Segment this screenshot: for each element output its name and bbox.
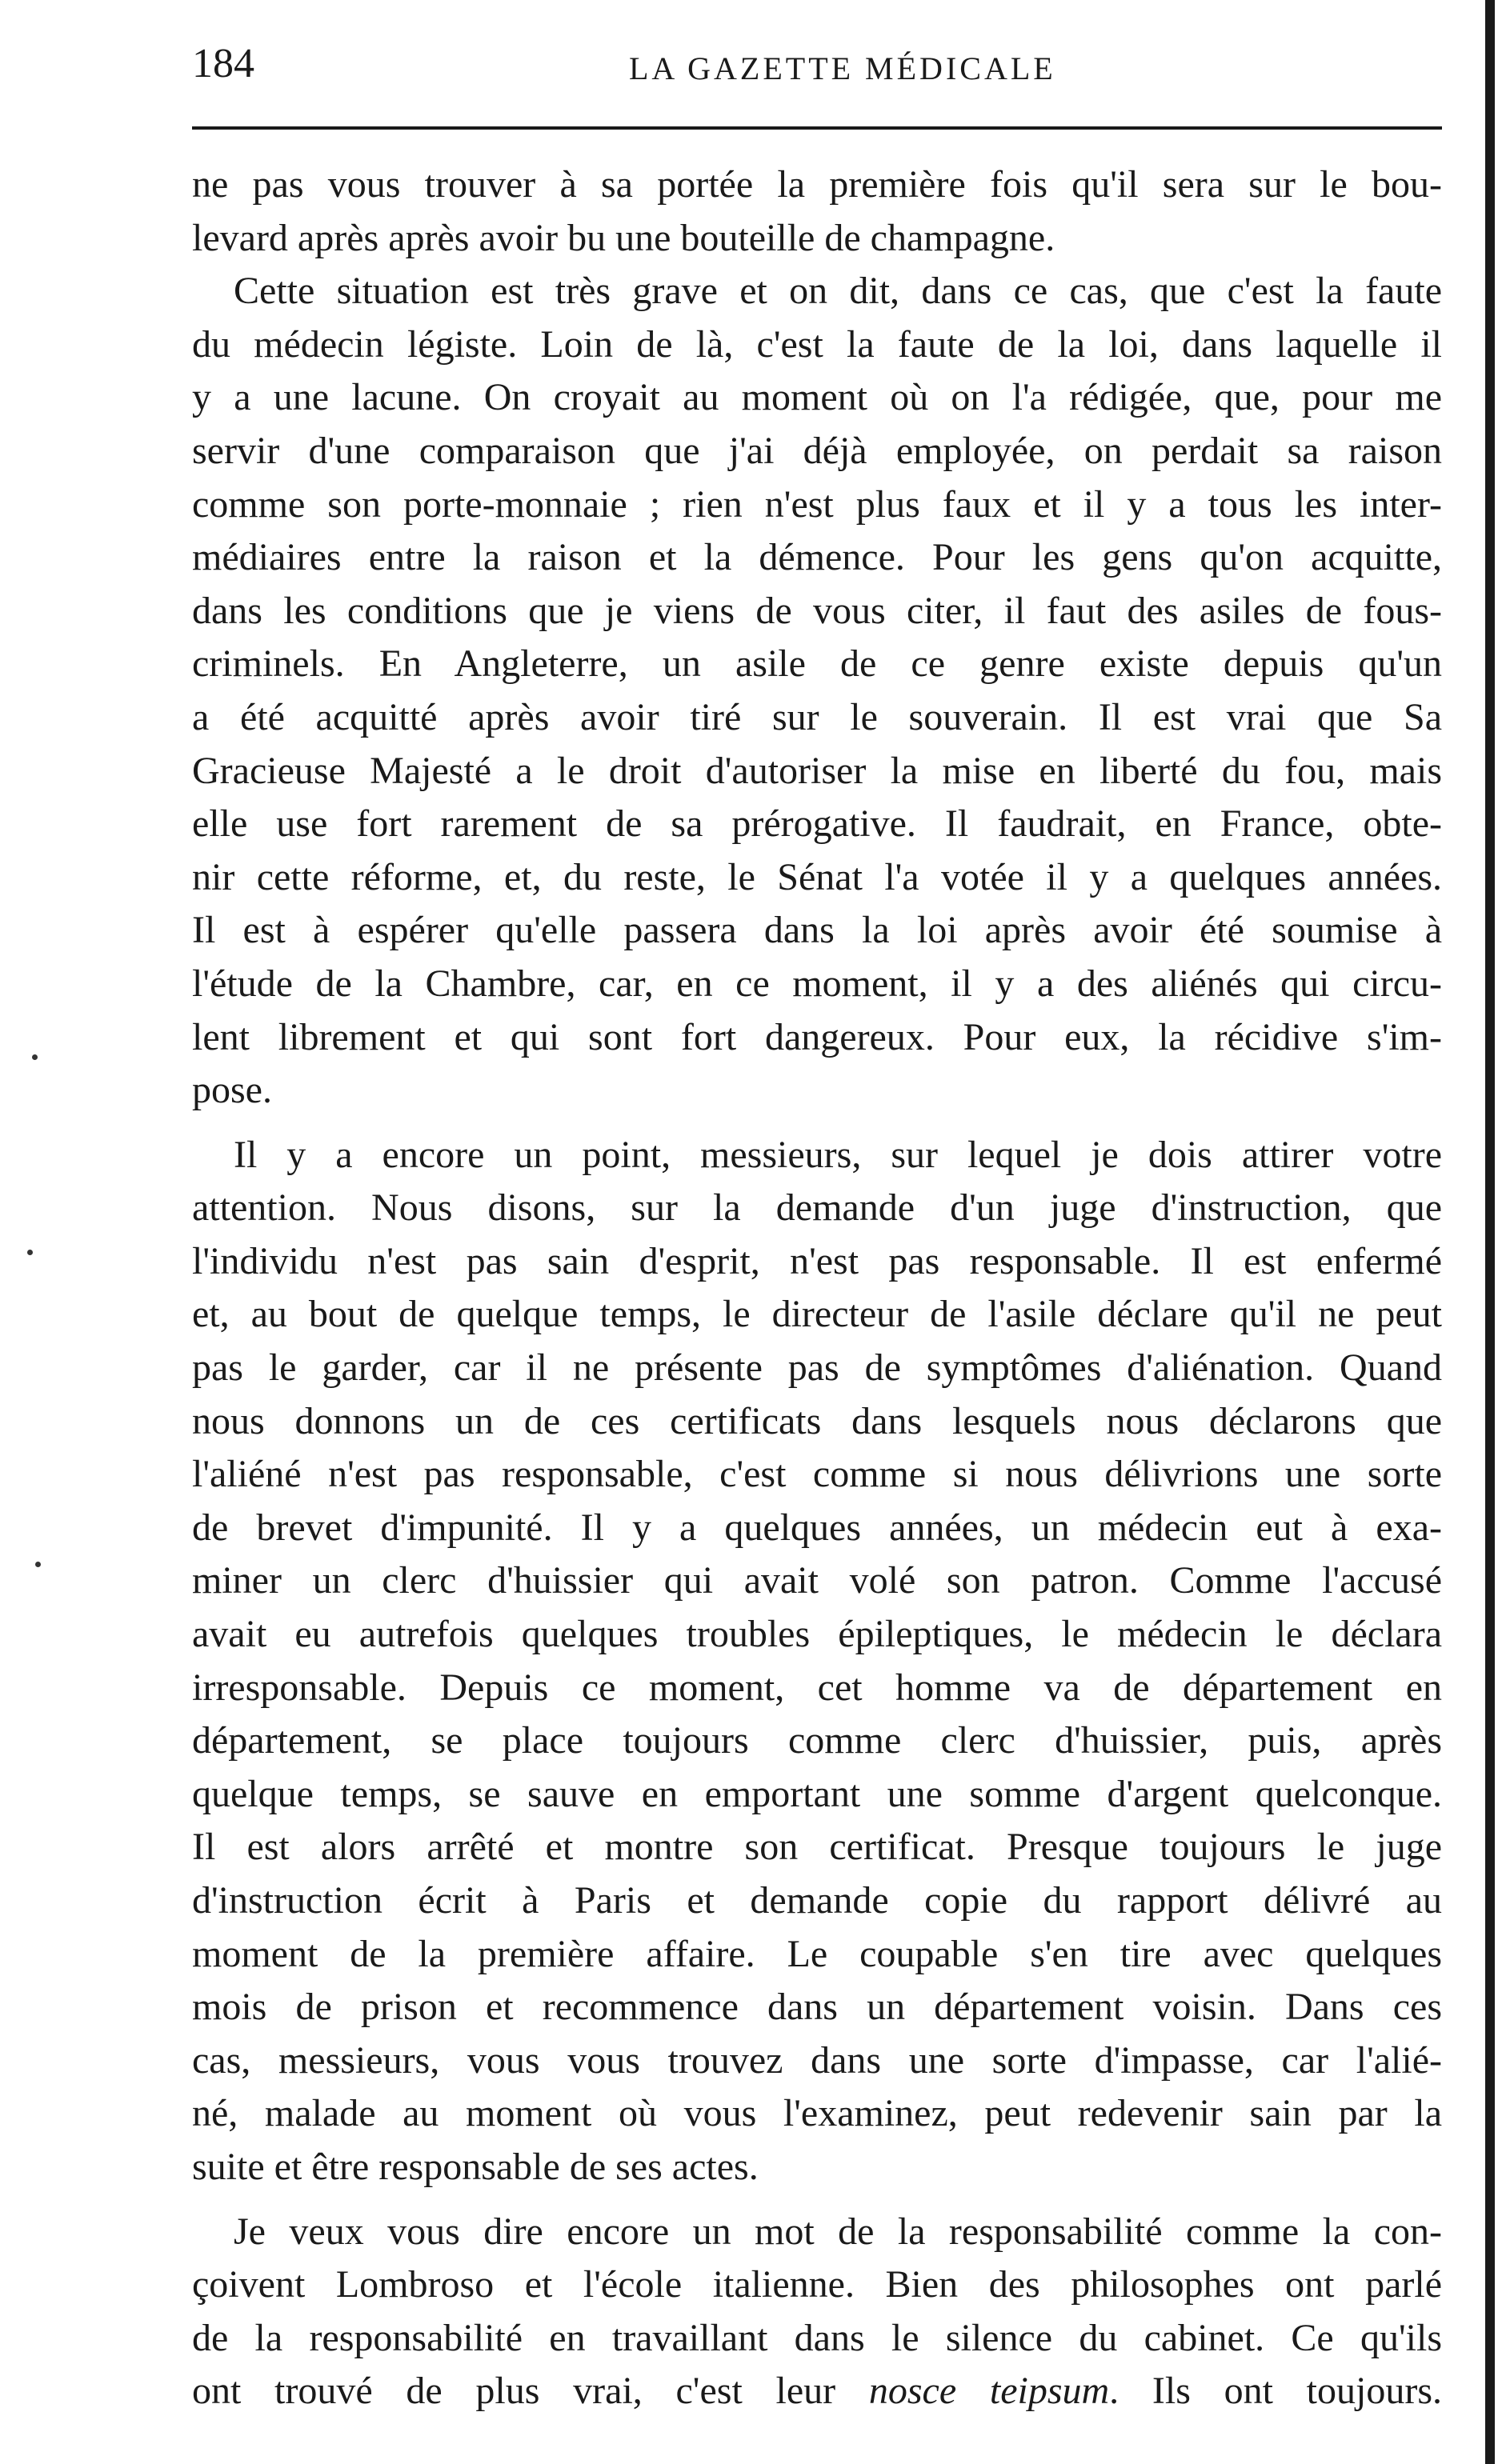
text-line: Il est alors arrêté et montre son certificat. Presque toujours le juge	[192, 1826, 1442, 1869]
text-line: levard après après avoir bu une bouteille de champagne.	[192, 216, 1055, 259]
text-line: irresponsable. Depuis ce moment, cet homme va de département en	[192, 1666, 1442, 1709]
text-line: mois de prison et recommence dans un département voisin. Dans ces	[192, 1986, 1442, 2029]
text-line: miner un clerc d'huissier qui avait volé son patron. Comme l'accusé	[192, 1559, 1442, 1602]
text-line: ne pas vous trouver à sa portée la première fois qu'il sera sur le bou-	[192, 163, 1442, 206]
page-header	[192, 32, 1440, 104]
text-line: çoivent Lombroso et l'école italienne. Bien des philosophes ont parlé	[192, 2263, 1442, 2306]
text-line: Il est à espérer qu'elle passera dans la loi après avoir été soumise à	[192, 909, 1442, 952]
text-line: né, malade au moment où vous l'examinez, peut redevenir sain par la	[192, 2092, 1442, 2135]
text-line: nous donnons un de ces certificats dans lesquels nous déclarons que	[192, 1399, 1442, 1442]
text-line: lent librement et qui sont fort dangereux. Pour eux, la récidive s'im-	[192, 1015, 1442, 1058]
text-line: pose.	[192, 1069, 272, 1112]
text-line: criminels. En Angleterre, un asile de ce genre existe depuis qu'un	[192, 642, 1442, 686]
body-text	[192, 158, 1442, 2418]
text-line: a été acquitté après avoir tiré sur le souverain. Il est vrai que Sa	[192, 695, 1442, 738]
text-line: y a une lacune. On croyait au moment où on l'a rédigée, que, pour me	[192, 376, 1442, 419]
scan-speck	[35, 1562, 41, 1567]
page-number: 184	[192, 41, 254, 86]
text-line: dans les conditions que je viens de vous citer, il faut des asiles de fous-	[192, 589, 1442, 632]
text-line: suite et être responsable de ses actes.	[192, 2145, 759, 2188]
text-line: l'étude de la Chambre, car, en ce moment, il y a des aliénés qui circu-	[192, 962, 1442, 1005]
text-line: de brevet d'impunité. Il y a quelques années, un médecin eut à exa-	[192, 1506, 1442, 1549]
text-fragment: ont trouvé de plus vrai, c'est leur	[192, 2370, 869, 2413]
text-line: Cette situation est très grave et on dit, dans ce cas, que c'est la faute	[234, 270, 1442, 313]
text-fragment: . Ils ont toujours.	[1109, 2370, 1442, 2413]
scan-speck	[32, 1054, 38, 1060]
text-line: de la responsabilité en travaillant dans le silence du cabinet. Ce qu'ils	[192, 2316, 1442, 2359]
text-line: d'instruction écrit à Paris et demande copie du rapport délivré au	[192, 1879, 1442, 1922]
text-line: l'aliéné n'est pas responsable, c'est comme si nous délivrions une sorte	[192, 1453, 1442, 1496]
text-line: attention. Nous disons, sur la demande d'un juge d'instruction, que	[192, 1186, 1442, 1230]
text-line: avait eu autrefois quelques troubles épileptiques, le médecin le déclara	[192, 1613, 1442, 1656]
running-head: LA GAZETTE MÉDICALE	[629, 50, 1056, 86]
text-line: du médecin légiste. Loin de là, c'est la faute de la loi, dans laquelle il	[192, 322, 1442, 366]
text-line: quelque temps, se sauve en emportant une somme d'argent quelconque.	[192, 1772, 1442, 1815]
text-line: médiaires entre la raison et la démence. Pour les gens qu'on acquitte,	[192, 536, 1442, 579]
text-line: comme son porte-monnaie ; rien n'est plus faux et il y a tous les inter-	[192, 482, 1442, 526]
text-line: l'individu n'est pas sain d'esprit, n'est pas responsable. Il est enfermé	[192, 1239, 1442, 1282]
text-line: elle use fort rarement de sa prérogative. Il faudrait, en France, obte-	[192, 802, 1442, 846]
text-line: pas le garder, car il ne présente pas de symptômes d'aliénation. Quand	[192, 1346, 1442, 1390]
italic-phrase: nosce teipsum	[868, 2370, 1110, 2413]
text-line: nir cette réforme, et, du reste, le Sénat l'a votée il y a quelques années.	[192, 855, 1442, 898]
text-line: Gracieuse Majesté a le droit d'autoriser la mise en liberté du fou, mais	[192, 749, 1442, 792]
text-line: Il y a encore un point, messieurs, sur lequel je dois attirer votre	[234, 1133, 1442, 1176]
text-line: Je veux vous dire encore un mot de la responsabilité comme la con-	[234, 2210, 1442, 2253]
header-rule	[192, 126, 1442, 130]
text-line: cas, messieurs, vous vous trouvez dans une sorte d'impasse, car l'alié-	[192, 2038, 1442, 2082]
text-line: département, se place toujours comme clerc d'huissier, puis, après	[192, 1719, 1442, 1762]
text-line: et, au bout de quelque temps, le directeur de l'asile déclare qu'il ne peut	[192, 1293, 1442, 1336]
text-line: servir d'une comparaison que j'ai déjà employée, on perdait sa raison	[192, 429, 1442, 472]
text-line	[192, 2365, 1442, 2418]
scan-edge-bar	[1485, 0, 1495, 2464]
scan-speck	[27, 1250, 33, 1255]
text-line: moment de la première affaire. Le coupable s'en tire avec quelques	[192, 1932, 1442, 1975]
